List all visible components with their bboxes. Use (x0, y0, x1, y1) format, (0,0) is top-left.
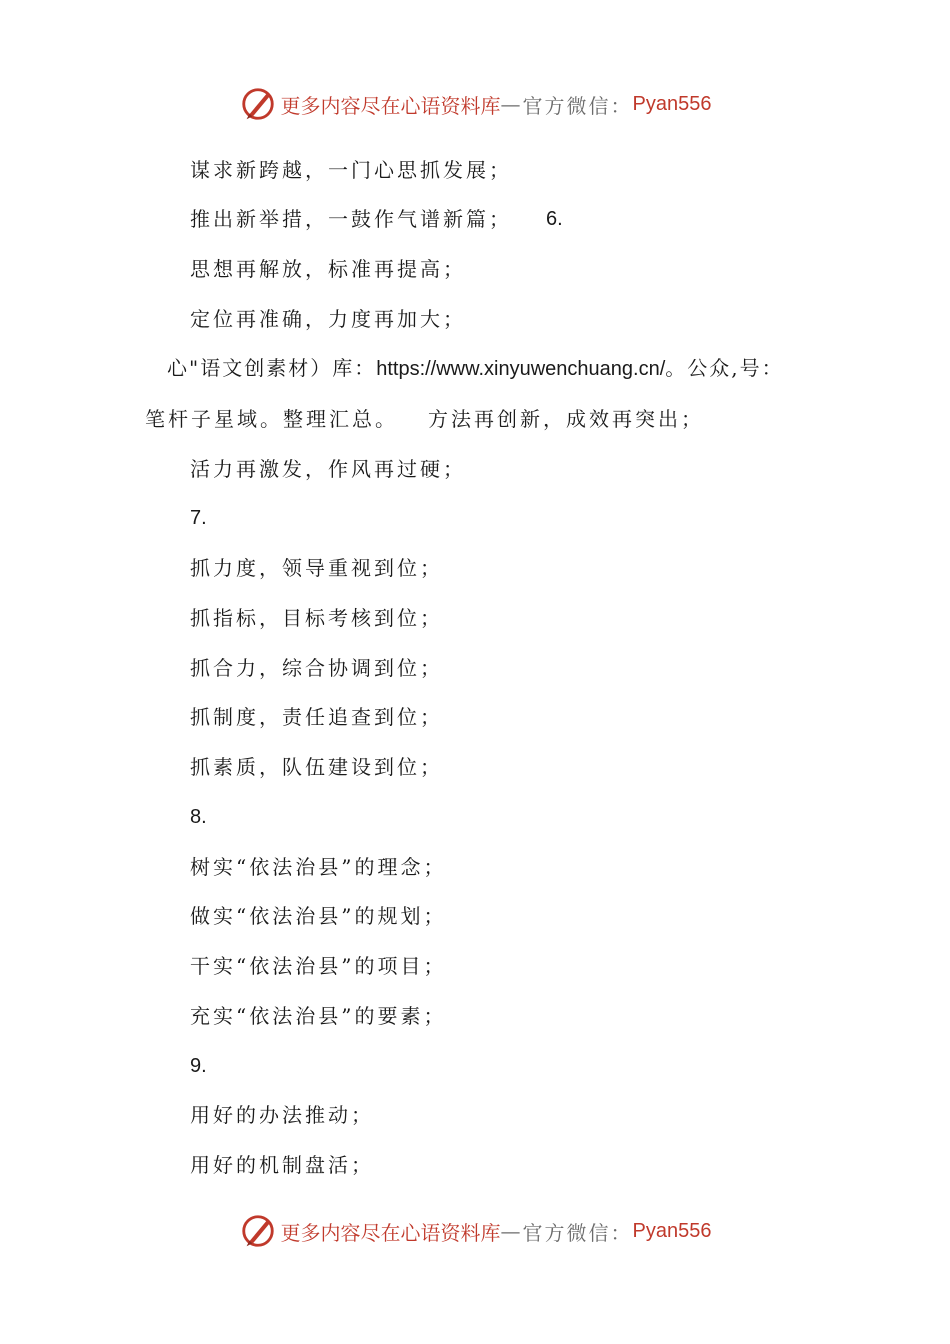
pen-logo-icon (239, 1212, 277, 1250)
watermark-line (167, 354, 784, 383)
watermark-prefix: 心"语文创素材）库： (167, 356, 377, 380)
watermark-line (145, 405, 704, 433)
text-line: 方法再创新，成效再突出； (428, 407, 704, 431)
text-line: 定位再准确，力度再加大； (190, 307, 466, 331)
text-line: 谋求新跨越，一门心思抓发展； (190, 158, 512, 182)
text-line: 用好的办法推动； (190, 1103, 374, 1127)
pen-logo-icon (239, 85, 277, 123)
watermark-suffix: 。公众,号： (665, 356, 784, 380)
text-line: 干实“依法治县”的项目； (190, 954, 447, 978)
text-line: 推出新举措，一鼓作气谱新篇； (190, 207, 512, 231)
section-number: 9. (190, 1055, 207, 1077)
text-line: 思想再解放，标准再提高； (190, 257, 466, 281)
banner-wechat-label: 官方微信： (522, 93, 633, 118)
section-number: 7. (190, 507, 207, 529)
banner-dash: — (500, 92, 523, 116)
footer-banner (0, 1209, 950, 1253)
text-line: 抓制度，责任追查到位； (190, 705, 443, 729)
text-line: 抓指标，目标考核到位； (190, 606, 443, 630)
text-line: 抓素质，队伍建设到位； (190, 755, 443, 779)
banner-wechat-id: Pyan556 (632, 1219, 712, 1242)
section-number: 6. (546, 208, 563, 230)
text-line: 抓力度，领导重视到位； (190, 556, 443, 580)
watermark-url: https://www.xinyuwenchuang.cn/ (376, 358, 666, 380)
banner-title: 更多内容尽在心语资料库 (280, 1220, 501, 1245)
text-line: 充实“依法治县”的要素； (190, 1004, 447, 1028)
banner-wechat-id: Pyan556 (632, 92, 712, 115)
header-banner (0, 82, 950, 126)
banner-title: 更多内容尽在心语资料库 (280, 93, 501, 118)
text-line: 用好的机制盘活； (190, 1153, 374, 1177)
text-line: 抓合力，综合协调到位； (190, 656, 443, 680)
banner-wechat-label: 官方微信： (522, 1220, 633, 1245)
banner-dash: — (500, 1219, 523, 1243)
watermark-credit: 笔杆子星域。整理汇总。 (145, 407, 398, 431)
text-line: 树实“依法治县”的理念； (190, 855, 447, 879)
section-number: 8. (190, 806, 207, 828)
text-line: 活力再激发，作风再过硬； (190, 457, 466, 481)
text-line: 做实“依法治县”的规划； (190, 904, 447, 928)
